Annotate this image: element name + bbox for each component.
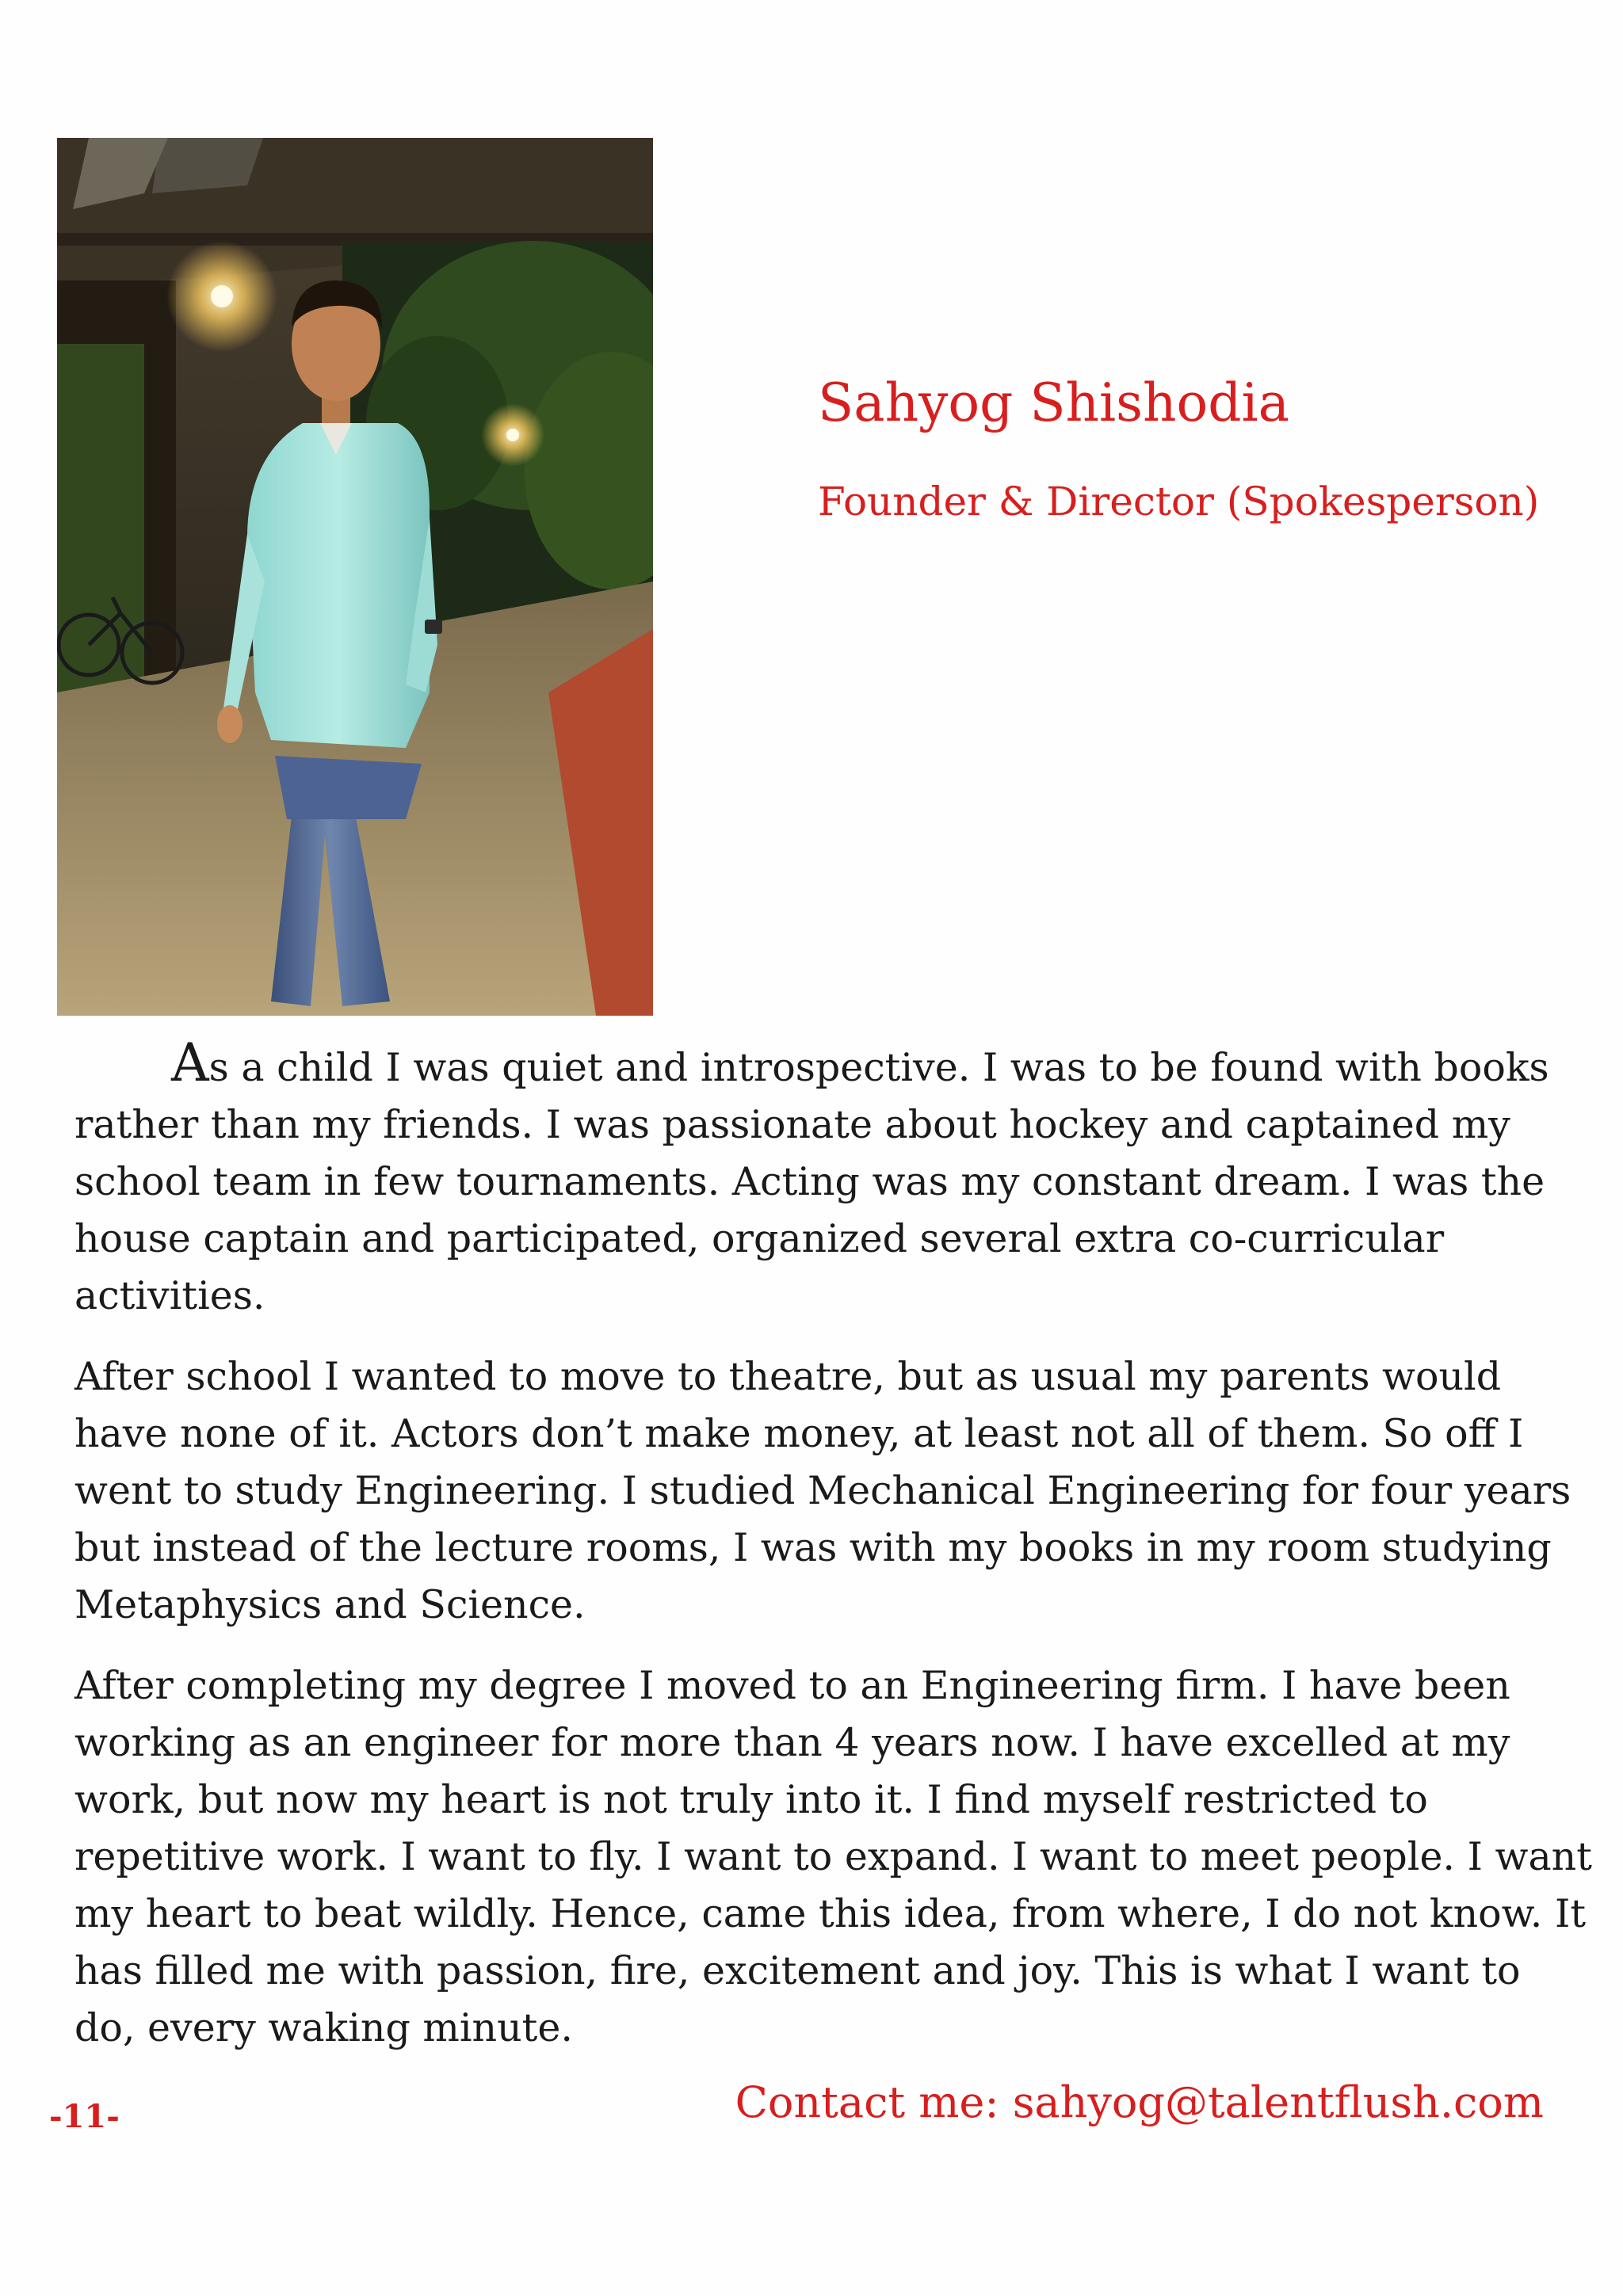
bio-line: house captain and participated, organized several extra co-curricular bbox=[74, 1216, 1445, 1261]
profile-photo bbox=[57, 138, 653, 1016]
bio-line: rather than my friends. I was passionate about hockey and captained my bbox=[74, 1102, 1510, 1147]
page-number: -11- bbox=[49, 2098, 120, 2135]
bio-line: Metaphysics and Science. bbox=[74, 1582, 586, 1627]
bio-line: my heart to beat wildly. Hence, came this idea, from where, I do not know. It bbox=[74, 1891, 1587, 1936]
drop-cap: A bbox=[171, 1032, 209, 1093]
bio-line: went to study Engineering. I studied Mechanical Engineering for four years bbox=[74, 1468, 1571, 1513]
person-name: Sahyog Shishodia bbox=[818, 372, 1289, 433]
bio-line: After school I wanted to move to theatre, but as usual my parents would bbox=[74, 1354, 1502, 1399]
bio-line: As a child I was quiet and introspective. I was to be found with books bbox=[171, 1032, 1549, 1093]
biography bbox=[74, 1032, 1592, 2081]
bio-line: working as an engineer for more than 4 years now. I have excelled at my bbox=[74, 1720, 1510, 1765]
bio-line: activities. bbox=[74, 1273, 265, 1318]
bio-line: After completing my degree I moved to an Engineering firm. I have been bbox=[74, 1663, 1510, 1708]
bio-line: have none of it. Actors don’t make money, at least not all of them. So off I bbox=[74, 1411, 1524, 1456]
bio-paragraph-1 bbox=[74, 1032, 1576, 1325]
contact-email[interactable]: Contact me: sahyog@talentflush.com bbox=[735, 2077, 1544, 2127]
bio-line: do, every waking minute. bbox=[74, 2005, 573, 2050]
bio-paragraph-3 bbox=[74, 1657, 1592, 2057]
bio-paragraph-2 bbox=[74, 1348, 1576, 1634]
bio-line: work, but now my heart is not truly into it. I find myself restricted to bbox=[74, 1777, 1428, 1822]
bio-line: has filled me with passion, fire, excitement and joy. This is what I want to bbox=[74, 1948, 1521, 1993]
bio-line: but instead of the lecture rooms, I was with my books in my room studying bbox=[74, 1525, 1552, 1570]
bio-line: school team in few tournaments. Acting was my constant dream. I was the bbox=[74, 1159, 1545, 1204]
bio-line: repetitive work. I want to fly. I want to expand. I want to meet people. I want bbox=[74, 1834, 1592, 1879]
person-role: Founder & Director (Spokesperson) bbox=[818, 479, 1540, 524]
